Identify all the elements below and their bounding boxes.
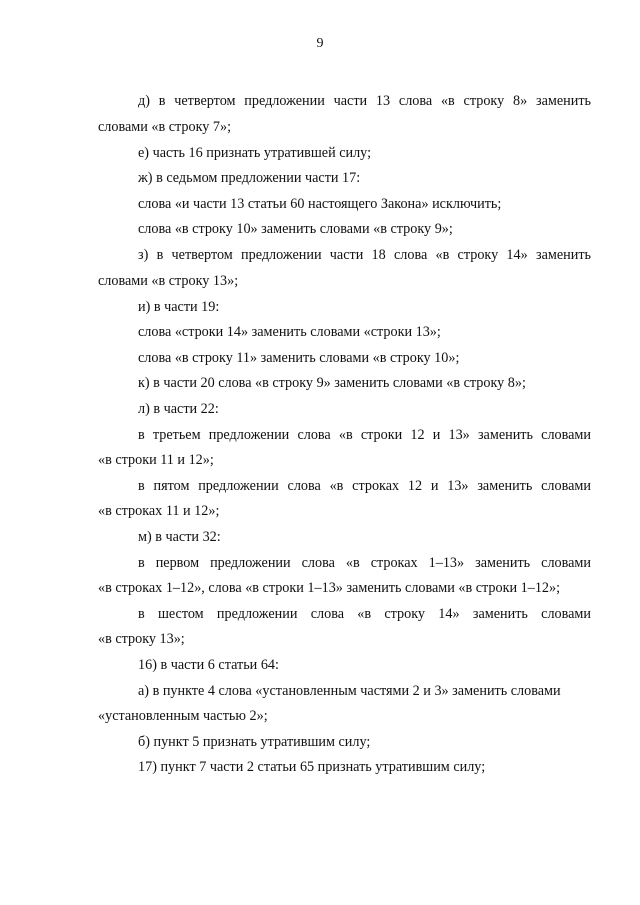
text-line: слова «в строку 11» заменить словами «в строку 10»;	[138, 350, 460, 366]
text-line: словами «в строку 7»;	[98, 119, 232, 135]
text-line: «в строках 1–12», слова «в строки 1–13» заменить словами «в строки 1–12»;	[98, 580, 561, 596]
page-number: 9	[316, 36, 324, 51]
text-line: слова «строки 14» заменить словами «строки 13»;	[138, 324, 441, 340]
text-line: «в строки 11 и 12»;	[98, 452, 214, 468]
text-line: б) пункт 5 признать утратившим силу;	[138, 734, 371, 750]
text-line: слова «в строку 10» заменить словами «в строку 9»;	[138, 221, 453, 237]
text-line: в первом предложении слова «в строках 1–13» заменить словами	[138, 555, 591, 571]
text-line: д) в четвертом предложении части 13 слова «в строку 8» заменить	[138, 93, 591, 109]
text-line: «в строку 13»;	[98, 631, 185, 647]
text-line: и) в части 19:	[138, 299, 220, 315]
text-line: ж) в седьмом предложении части 17:	[138, 170, 361, 186]
text-line: в шестом предложении слова «в строку 14» заменить словами	[138, 606, 591, 622]
text-line: в третьем предложении слова «в строки 12 и 13» заменить словами	[138, 427, 591, 443]
text-line: 17) пункт 7 части 2 статьи 65 признать утратившим силу;	[138, 759, 486, 775]
text-line: слова «и части 13 статьи 60 настоящего Закона» исключить;	[138, 196, 502, 212]
text-line: м) в части 32:	[138, 529, 221, 545]
text-line: в пятом предложении слова «в строках 12 и 13» заменить словами	[138, 478, 591, 494]
text-line: 16) в части 6 статьи 64:	[138, 657, 279, 673]
text-line: а) в пункте 4 слова «установленным частями 2 и 3» заменить словами	[138, 683, 561, 699]
text-line: «в строках 11 и 12»;	[98, 503, 220, 519]
text-line: з) в четвертом предложении части 18 слова «в строку 14» заменить	[138, 247, 591, 263]
text-line: л) в части 22:	[138, 401, 219, 417]
text-line: к) в части 20 слова «в строку 9» заменить словами «в строку 8»;	[138, 375, 526, 391]
text-line: е) часть 16 признать утратившей силу;	[138, 145, 372, 161]
text-line: «установленным частью 2»;	[98, 708, 268, 724]
text-line: словами «в строку 13»;	[98, 273, 239, 289]
